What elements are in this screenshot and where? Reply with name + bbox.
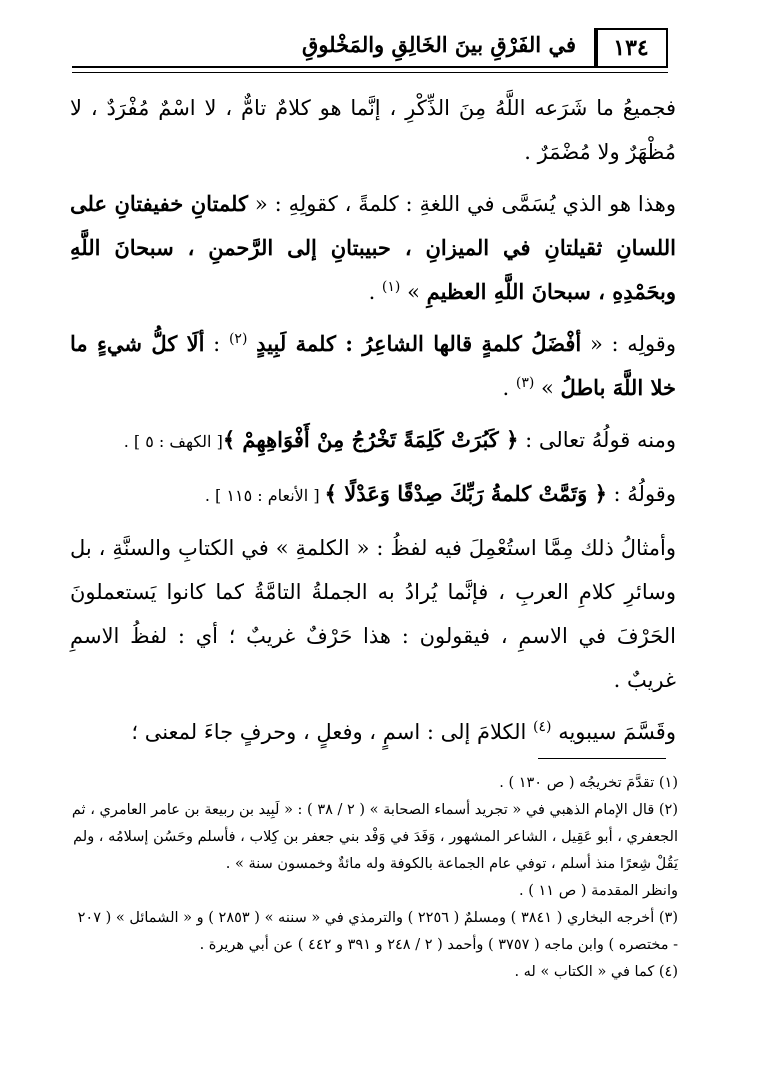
quran-verse: ﴿ وَتَمَّتْ كلمةُ رَبِّكَ صِدْقًا وَعَدْلًا ﴾ [324,481,607,506]
footnote-2: (٢) قال الإمام الذهبي في « تجريد أسماء الصحابة » ( ٢ / ٣٨ ) : « لَبِيد بن ربيعة بن عامر العامري ، ثم الجعفري ، أبو عَقِيل ، الشاعر المشهور ، وَفَدَ في وَفْد بني جعفر بن كِلاب ، فأسلم وحَسُن إسلامُه ، ولم يَقُلْ شِعرًا منذ أسلم ، توفي عام الجماعة بالكوفة وله مائةٌ وخمسون سنة » . [71,802,678,872]
footnote-ref-2: (٢) [228,331,248,347]
footnotes [70,770,678,986]
paragraph-6: وأمثالُ ذلك مِمَّا استُعْمِلَ فيه لفظُ : « الكلمةِ » في الكتابِ والسنَّةِ ، بل وسائرِ كلامِ العربِ ، فإنَّما يُرادُ به الجملةُ التامَّةُ كما كانوا يَستعملونَ الحَرْفَ في الاسمِ ، فيقولون : هذا حَرْفٌ غريبٌ ؛ أي : لفظُ الاسمِ غريبٌ . [70,536,676,692]
verse-reference: [ الكهف : ٥ ] . [123,432,223,451]
paragraph-7: وقَسَّمَ سيبويه $^{(٤)}$ الكلامَ إلى : اسمٍ ، وفعلٍ ، وحرفٍ جاءَ لمعنى ؛ [131,719,676,744]
main-text [70,86,676,762]
paragraph-5: وقولُهُ : ﴿ وَتَمَّتْ كلمةُ رَبِّكَ صِدْقًا وَعَدْلًا ﴾ [ الأنعام : ١١٥ ] . [204,481,676,506]
paragraph-2: وهذا هو الذي يُسَمَّى في اللغةِ : كلمةً ، كقولِهِ : « كلمتانِ خفيفتانِ على اللسانِ ثقيلتانِ في الميزانِ ، حبيبتانِ إلى الرَّحمنِ ، سبحانَ اللَّهِ وبحَمْدِهِ ، سبحانَ اللَّهِ العظيمِ » $^{(١)}$ . [70,191,676,304]
page-number: ١٣٤ [594,28,668,66]
footnote-1: (١) تقدَّمَ تخريجُه ( ص ١٣٠ ) . [499,775,678,791]
paragraph-1: فجميعُ ما شَرَعه اللَّهُ مِنَ الذِّكْرِ ، إنَّما هو كلامٌ تامٌّ ، لا اسْمٌ مُفْرَدٌ ، لا مُظْهَرٌ ولا مُضْمَرٌ . [70,96,676,164]
footnote-ref-4: (٤) [533,719,552,735]
footnote-separator [538,758,666,759]
hadith-quote: كلمتانِ خفيفتانِ على اللسانِ ثقيلتانِ في الميزانِ ، حبيبتانِ إلى الرَّحمنِ ، سبحانَ اللَّهِ وبحَمْدِهِ ، سبحانَ اللَّهِ العظيمِ [70,191,676,304]
paragraph-3: وقولِه : « أفْضَلُ كلمةٍ قالها الشاعِرُ : كلمة لَبِيدٍ $^{(٢)}$ : ألَا كلُّ شيءٍ ما خلا اللَّهَ باطلُ » $^{(٣)}$ . [70,331,676,400]
footnote-2-continued: وانظر المقدمة ( ص ١١ ) . [519,883,678,899]
hadith-quote: أفْضَلُ كلمةٍ قالها الشاعِرُ : كلمة لَبِيدٍ [256,331,582,356]
footnote-4: (٤) كما في « الكتاب » له . [514,964,678,980]
footnote-ref-1: (١) [381,279,401,295]
footnote-3: (٣) أخرجه البخاري ( ٣٨٤١ ) ومسلمٌ ( ٢٢٥٦ ) والترمذي في « سننه » ( ٢٨٥٣ ) و « الشمائل » ( ٢٠٧ - مختصره ) وابن ماجه ( ٣٧٥٧ ) وأحمد ( ٢ / ٢٤٨ و ٣٩١ و ٤٤٢ ) عن أبي هريرة . [77,910,678,953]
footnote-ref-3: (٣) [515,375,535,391]
running-title: في الفَرْقِ بينَ الخَالِقِ والمَخْلوقِ [302,32,576,57]
running-header [72,28,668,68]
verse-reference: [ الأنعام : ١١٥ ] . [204,486,325,505]
poem-verse: ألَا كلُّ شيءٍ ما خلا اللَّهَ باطلُ [70,331,676,400]
quran-verse: ﴿ كَبُرَتْ كَلِمَةً تَخْرُجُ مِنْ أَفْوَاهِهِمْ ﴾ [222,427,519,452]
header-rule [72,66,668,73]
paragraph-4: ومنه قولُهُ تعالى : ﴿ كَبُرَتْ كَلِمَةً تَخْرُجُ مِنْ أَفْوَاهِهِمْ ﴾[ الكهف : ٥ ] . [123,427,676,452]
